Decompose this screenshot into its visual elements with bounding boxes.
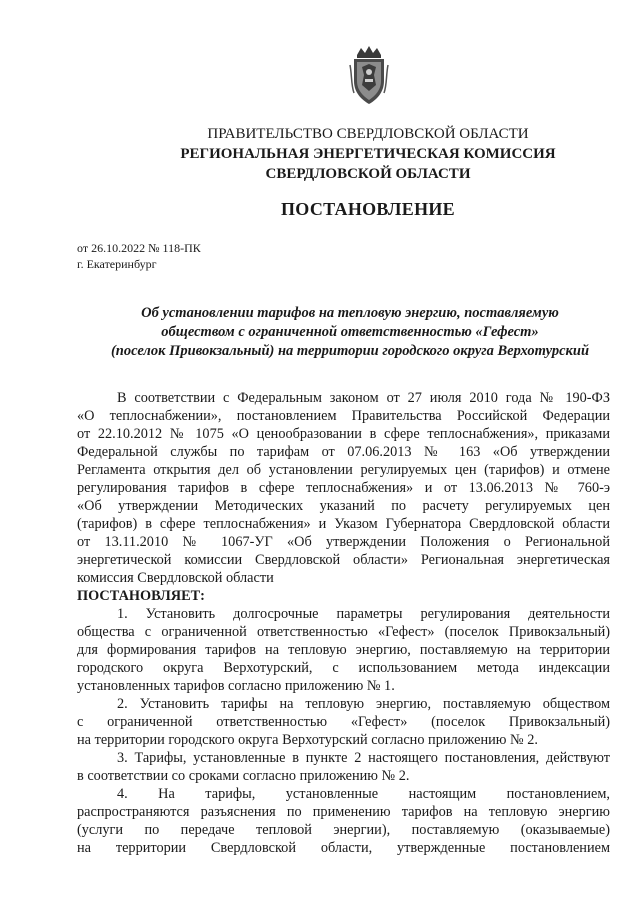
body-line: регулирования тарифов в сфере теплоснабжения» и от 13.06.2013 № 760-э xyxy=(77,480,610,496)
body-line: (услуги по передаче тепловой энергии), поставляемую (оказываемые) xyxy=(77,822,610,838)
document-body xyxy=(77,389,610,857)
header-government: ПРАВИТЕЛЬСТВО СВЕРДЛОВСКОЙ ОБЛАСТИ xyxy=(207,126,529,142)
body-line: «О теплоснабжении», постановлением Правительства Российской Федерации xyxy=(77,408,610,424)
body-line: общества с ограниченной ответственностью «Гефест» (поселок Привокзальный) xyxy=(77,624,610,640)
body-line: 2. Установить тарифы на тепловую энергию, поставляемую обществом xyxy=(117,696,610,712)
body-line: распространяются разъяснения по применению тарифов на тепловую энергию xyxy=(77,804,610,820)
header-region: СВЕРДЛОВСКОЙ ОБЛАСТИ xyxy=(265,166,471,182)
body-line: городского округа Верхотурский, с использованием метода индексации xyxy=(77,660,610,676)
document-date-number: от 26.10.2022 № 118-ПК xyxy=(77,241,201,255)
document-subject xyxy=(70,304,630,361)
body-line: Регламента открытия дел об установлении регулируемых цен (тарифов) и отмене xyxy=(77,462,610,478)
body-line: энергетической комиссии Свердловской области» Региональная энергетическая xyxy=(77,552,610,568)
body-line: 3. Тарифы, установленные в пункте 2 настоящего постановления, действуют xyxy=(117,750,610,766)
body-line: (тарифов) в сфере теплоснабжения» и Указом Губернатора Свердловской области xyxy=(77,516,610,532)
document-type-title: ПОСТАНОВЛЕНИЕ xyxy=(281,199,455,219)
body-line: комиссия Свердловской области xyxy=(77,570,274,586)
body-line: в соответствии со сроками согласно приложению № 2. xyxy=(77,768,410,784)
resolves-heading: ПОСТАНОВЛЯЕТ: xyxy=(77,588,205,604)
body-line: с ограниченной ответственностью «Гефест» (поселок Привокзальный) xyxy=(77,714,610,730)
subject-line: обществом с ограниченной ответственностью «Гефест» xyxy=(161,324,539,340)
body-line: Федеральной службы по тарифам от 07.06.2013 № 163 «Об утверждении xyxy=(77,444,610,460)
body-line: для формирования тарифов на тепловую энергию, поставляемую на территории xyxy=(77,642,610,658)
body-line: 1. Установить долгосрочные параметры регулирования деятельности xyxy=(117,606,610,622)
subject-line: Об установлении тарифов на тепловую энергию, поставляемую xyxy=(141,305,559,321)
body-line: от 13.11.2010 № 1067-УГ «Об утверждении Положения о Региональной xyxy=(77,534,610,550)
body-line: В соответствии с Федеральным законом от 27 июля 2010 года № 190-ФЗ xyxy=(117,390,610,406)
body-line: на территории Свердловской области, утвержденные постановлением xyxy=(77,840,610,856)
header-commission: РЕГИОНАЛЬНАЯ ЭНЕРГЕТИЧЕСКАЯ КОМИССИЯ xyxy=(180,146,556,162)
body-line: на территории городского округа Верхотурский согласно приложению № 2. xyxy=(77,732,538,748)
body-line: установленных тарифов согласно приложению № 1. xyxy=(77,678,395,694)
coat-of-arms-emblem xyxy=(348,45,390,107)
body-line: «Об утверждении Методических указаний по расчету регулируемых цен xyxy=(77,498,610,514)
document-city: г. Екатеринбург xyxy=(77,257,157,271)
subject-line: (поселок Привокзальный) на территории городского округа Верхотурский xyxy=(110,343,590,359)
body-line: 4. На тарифы, установленные настоящим постановлением, xyxy=(117,786,610,802)
body-line: от 22.10.2012 № 1075 «О ценообразовании в сфере теплоснабжения», приказами xyxy=(77,426,610,442)
